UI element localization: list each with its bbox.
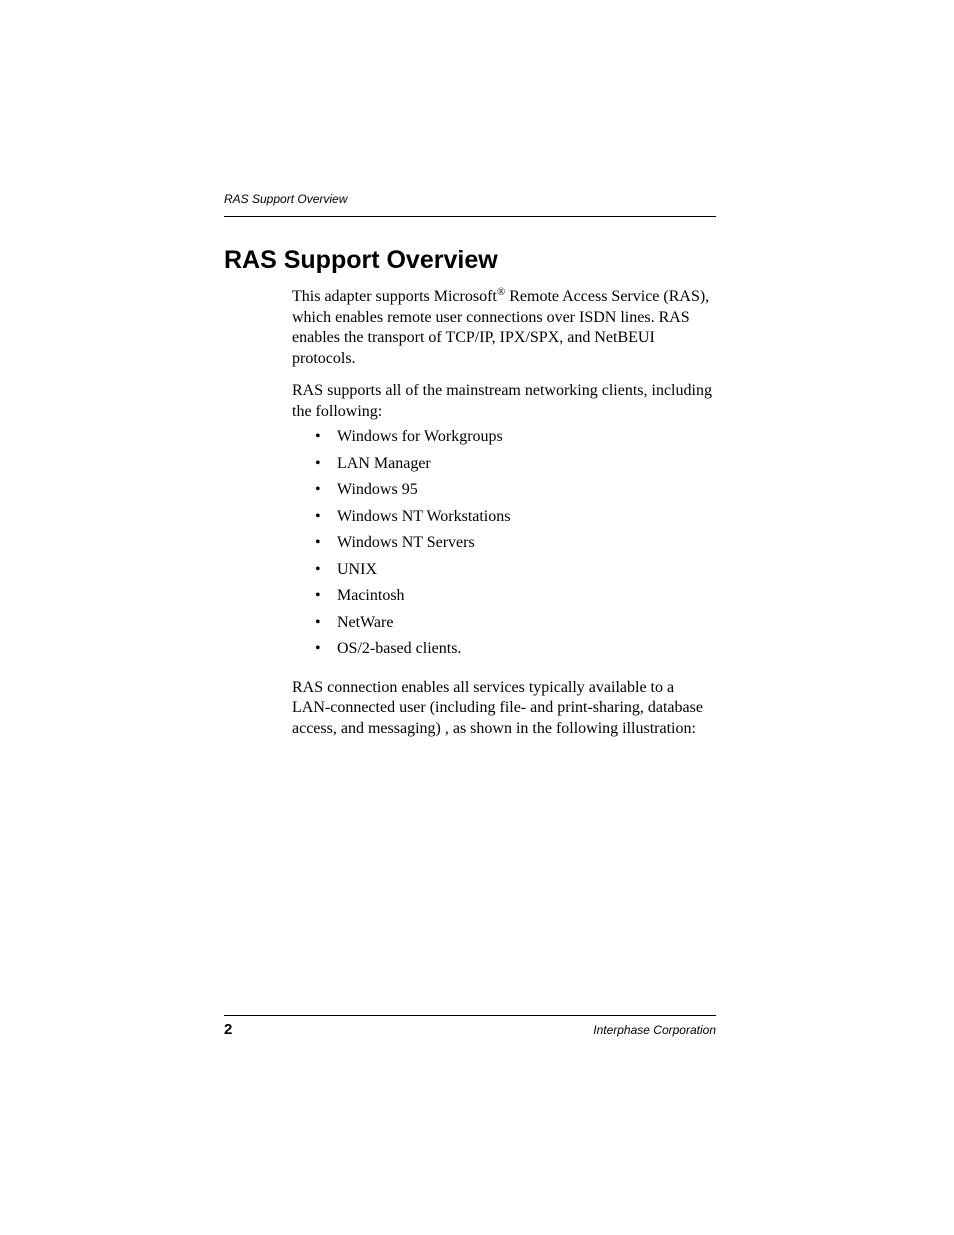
bullet: •	[315, 613, 321, 631]
bullet: •	[315, 428, 321, 445]
list-item	[292, 586, 716, 613]
bullet: •	[315, 587, 321, 604]
list-item-text: Windows for Workgroups	[337, 428, 503, 445]
list-item	[292, 507, 716, 534]
list-item	[292, 427, 716, 454]
bullet: •	[315, 640, 321, 657]
clients-intro-paragraph: RAS supports all of the mainstream networking clients, including the following:	[292, 382, 712, 420]
intro-text-end: Remote Access Service (RAS), which enables remote user connections over ISDN lines. RAS enables the transport of TCP/IP, IPX/SPX, and NetBEUI protocols.	[292, 288, 710, 367]
registered-trademark-mark: ®	[496, 286, 506, 298]
bullet: •	[315, 481, 321, 498]
list-item-text: OS/2-based clients.	[337, 640, 462, 657]
footer-company-name: Interphase Corporation	[593, 1023, 716, 1037]
intro-paragraph	[292, 287, 716, 369]
section-title: RAS Support Overview	[224, 246, 498, 274]
footer-rule	[224, 1015, 716, 1016]
client-list	[292, 427, 716, 666]
list-item-text: UNIX	[337, 560, 377, 578]
page-number: 2	[224, 1021, 233, 1038]
list-item-text: Windows NT Servers	[337, 534, 475, 551]
list-item	[292, 613, 716, 640]
list-item-text: Windows 95	[337, 481, 418, 498]
list-item	[292, 639, 716, 666]
list-item	[292, 480, 716, 507]
intro-text-start: This adapter supports Microsoft	[292, 288, 497, 305]
header-rule	[224, 216, 716, 217]
list-item-text: LAN Manager	[337, 454, 431, 472]
bullet: •	[315, 507, 321, 525]
bullet: •	[315, 534, 321, 551]
list-item-text: Windows NT Workstations	[337, 507, 511, 525]
list-item	[292, 560, 716, 587]
body-text	[292, 287, 716, 739]
list-item	[292, 454, 716, 481]
running-header: RAS Support Overview	[224, 192, 348, 206]
list-item	[292, 533, 716, 560]
closing-paragraph: RAS connection enables all services typically available to a LAN-connected user (including file- and print-sharing, database access, and messaging) , as shown in the following illustration:	[292, 678, 703, 737]
bullet: •	[315, 560, 321, 578]
bullet: •	[315, 454, 321, 472]
list-item-text: Macintosh	[337, 587, 405, 604]
list-item-text: NetWare	[337, 613, 394, 631]
